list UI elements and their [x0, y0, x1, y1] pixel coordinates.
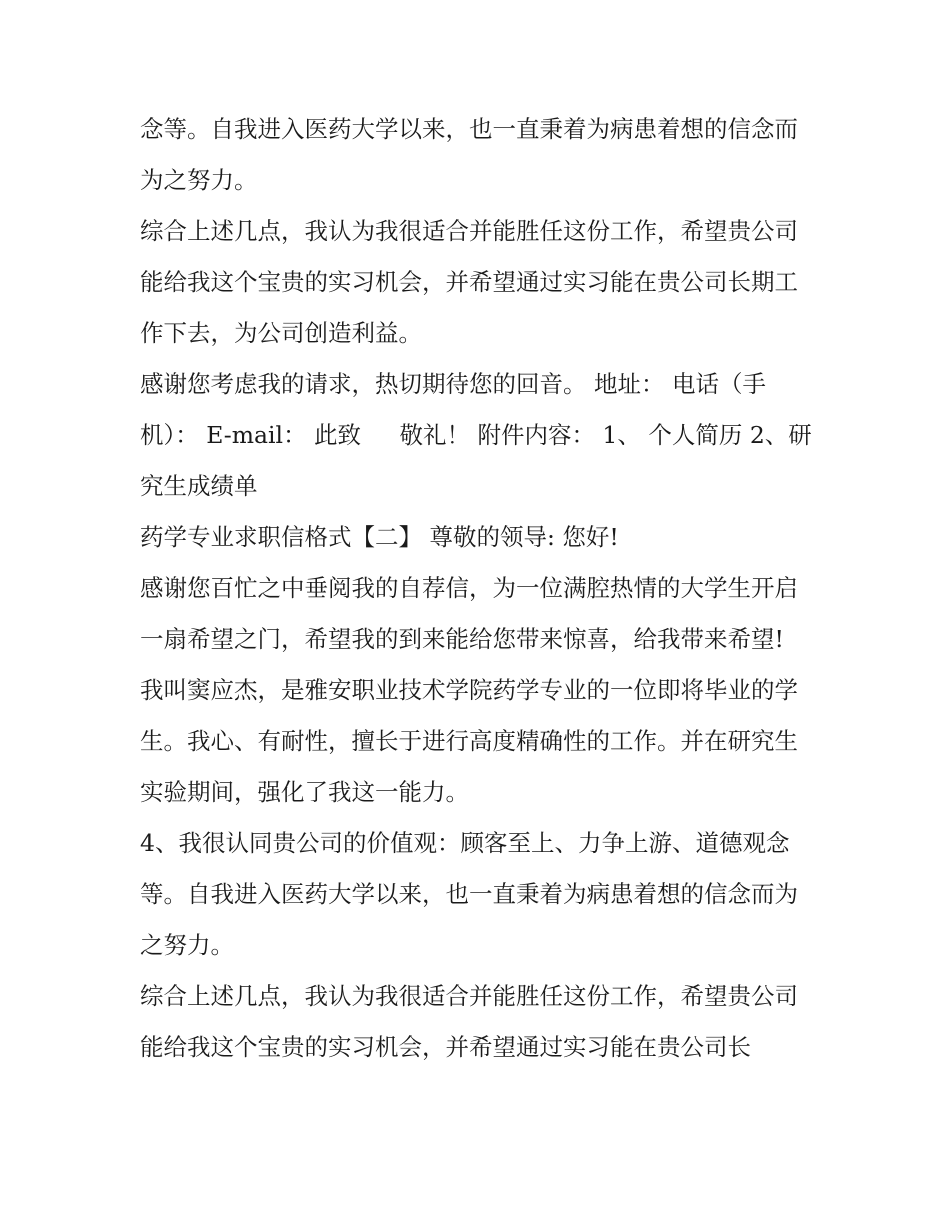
paragraph-continuation: 念等。自我进入医药大学以来，也一直秉着为病患着想的信念而为之努力。: [140, 115, 798, 194]
paragraph-thanks: 感谢您百忙之中垂阅我的自荐信，为一位满腔热情的大学生开启一扇希望之门，希望我的到来能给您带来惊喜，给我带来希望!: [140, 574, 798, 653]
paragraph-summary-repeat: 综合上述几点，我认为我很适合并能胜任这份工作，希望贵公司能给我这个宝贵的实习机会，并希望通过实习能在贵公司长: [140, 982, 798, 1061]
paragraph-values: 4、我很认同贵公司的价值观：顾客至上、力争上游、道德观念等。自我进入医药大学以来，也一直秉着为病患着想的信念而为之努力。: [140, 829, 798, 959]
paragraph-closing: 感谢您考虑我的请求，热切期待您的回音。 地址： 电话（手机）： E-mail： 此致 敬礼！ 附件内容： 1、 个人简历 2、研究生成绩单: [140, 370, 812, 500]
paragraph-section-heading: 药学专业求职信格式【二】 尊敬的领导: 您好!: [140, 523, 619, 551]
paragraph-summary: 综合上述几点，我认为我很适合并能胜任这份工作，希望贵公司能给我这个宝贵的实习机会，并希望通过实习能在贵公司长期工作下去，为公司创造利益。: [140, 217, 798, 347]
paragraph-introduction: 我叫窦应杰，是雅安职业技术学院药学专业的一位即将毕业的学生。我心、有耐性，擅长于进行高度精确性的工作。并在研究生实验期间，强化了我这一能力。: [140, 676, 798, 806]
body-text: [140, 104, 812, 1073]
